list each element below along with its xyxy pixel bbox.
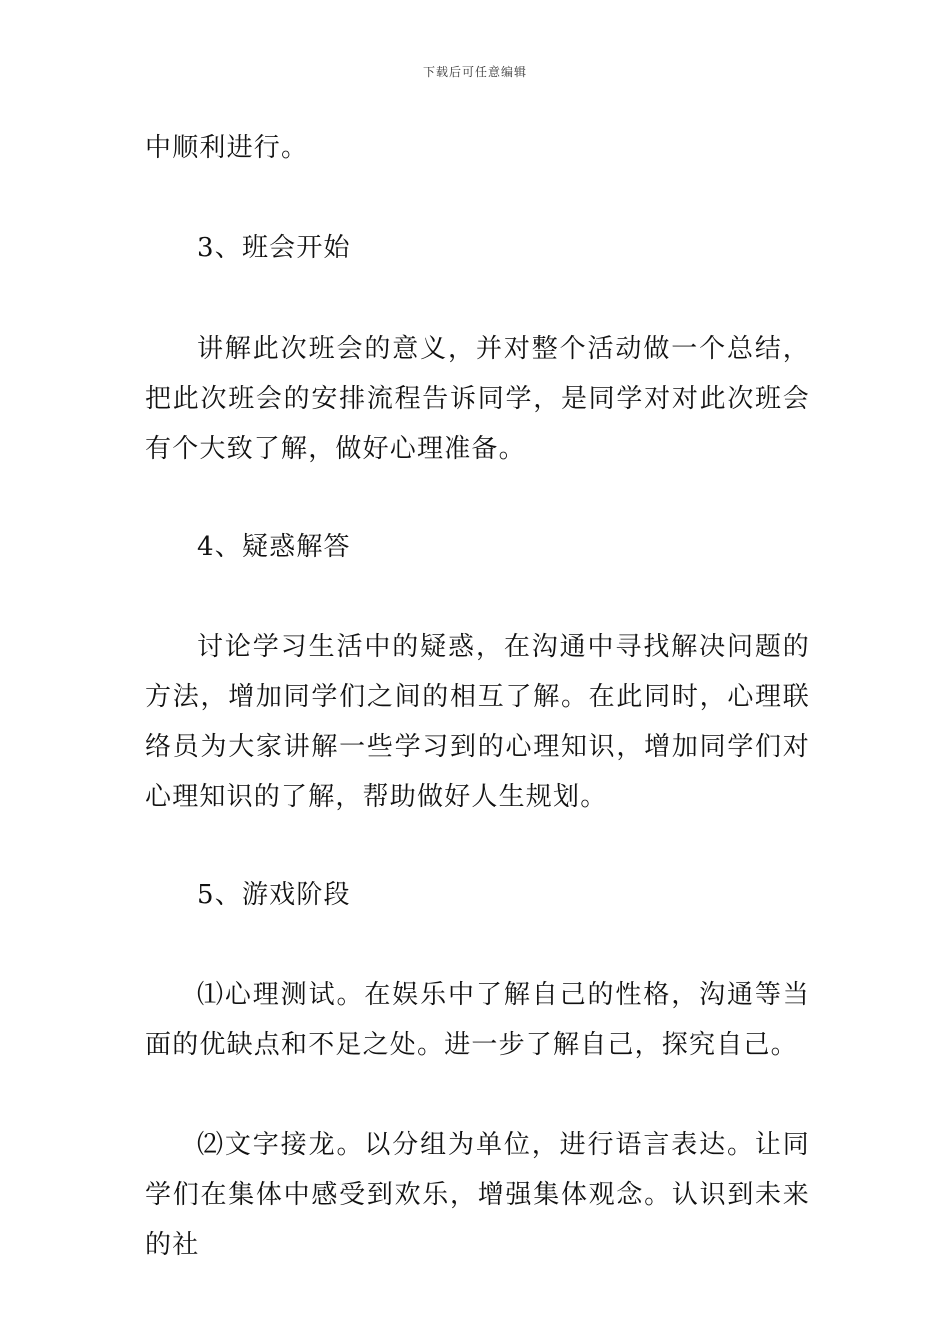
intro-continuation: 中顺利进行。: [145, 133, 309, 163]
section-4-heading: 4、疑惑解答: [197, 532, 351, 562]
section-4-paragraph: 讨论学习生活中的疑惑，在沟通中寻找解决问题的方法，增加同学们之间的相互了解。在此同时，心理联络员为大家讲解一些学习到的心理知识，增加同学们对心理知识的了解，帮助做好人生规划。: [145, 632, 810, 812]
section-3-paragraph: 讲解此次班会的意义，并对整个活动做一个总结，把此次班会的安排流程告诉同学，是同学对对此次班会有个大致了解，做好心理准备。: [145, 334, 810, 464]
game-item-2: ⑵文字接龙。以分组为单位，进行语言表达。让同学们在集体中感受到欢乐，增强集体观念。认识到未来的社: [145, 1130, 810, 1260]
game-item-1: ⑴心理测试。在娱乐中了解自己的性格，沟通等当面的优缺点和不足之处。进一步了解自己，探究自己。: [145, 980, 810, 1060]
page-header: 下载后可任意编辑: [422, 65, 527, 79]
section-3-heading: 3、班会开始: [197, 233, 351, 263]
section-5-heading: 5、游戏阶段: [197, 880, 351, 910]
